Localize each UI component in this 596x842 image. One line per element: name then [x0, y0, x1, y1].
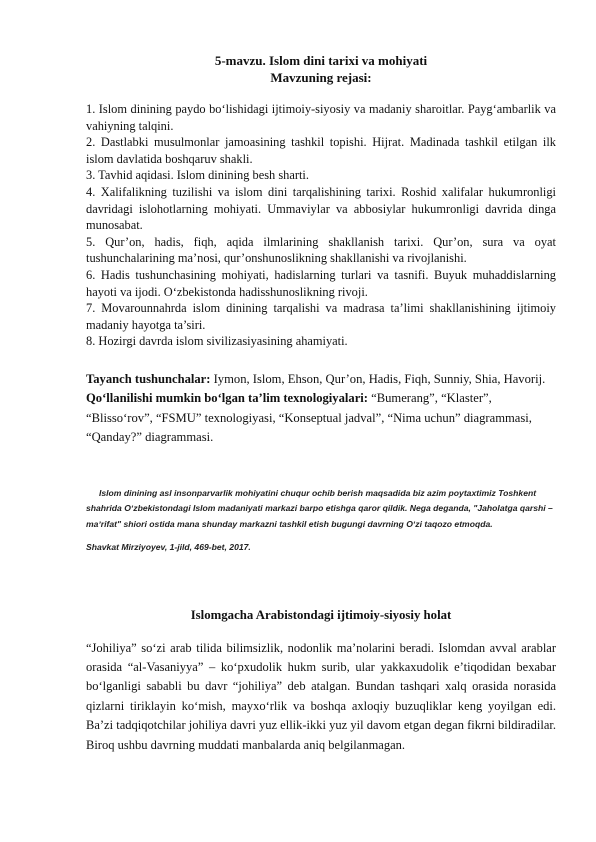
page-title: 5-mavzu. Islom dini tarixi va mohiyati — [214, 53, 428, 68]
teaching-technologies-label: Qoʻllanilishi mumkin boʻlgan ta’lim texnologiyalari: — [86, 391, 368, 406]
page-subtitle: Mavzuning rejasi: — [270, 70, 372, 85]
epigraph-quote — [86, 486, 556, 556]
concepts-block — [86, 370, 556, 448]
section-paragraph: “Johiliya” soʻzi arab tilida bilimsizlik, nodonlik ma’nolarini beradi. Islomdan avval arablar orasida “al-Vasaniyya” – koʻpxudolik hukm surib, ular yakkaxudolik e’tiqodidan bexabar boʻlganligi sababli bu davr “johiliya” deb atalgan. Bundan tashqari xalq orasida norasida qizlarni tiriklayin koʻmish, mayxoʻrlik va boshqa axloqiy buzuqliklar keng yoyilgan edi. Ba’zi tadqiqotchilar johiliya davri yuz ellik-ikki yuz yil davom etgan degan fikrni bildiradilar. Biroq ushbu davrning muddati manbalarda aniq belgilanmagan. — [86, 640, 556, 752]
plan-list — [86, 101, 556, 350]
plan-item: 6. Hadis tushunchasining mohiyati, hadislarning turlari va tasnifi. Buyuk muhaddislarning hayoti va ijodi. Oʻzbekistonda hadisshunoslikning rivoji. — [86, 267, 556, 299]
document-page — [86, 52, 556, 755]
plan-item: 8. Hozirgi davrda islom sivilizasiyasining ahamiyati. — [86, 334, 348, 349]
key-concepts-text: Iymon, Islom, Ehson, Qur’on, Hadis, Fiqh, Sunniy, Shia, Havorij. — [210, 371, 546, 386]
key-concepts-label: Tayanch tushunchalar: — [86, 371, 211, 386]
teaching-technologies — [86, 389, 556, 448]
plan-item: 1. Islom dinining paydo boʻlishidagi ijtimoiy-siyosiy va madaniy sharoitlar. Paygʻambarlik va vahiyning talqini. — [86, 102, 556, 133]
section-body — [86, 639, 556, 755]
plan-item: 5. Qur’on, hadis, fiqh, aqida ilmlarining shakllanish tarixi. Qur’on, sura va oyat tushunchalarining ma’nosi, qur’onshunoslikning shakllanishi va rivojlanishi. — [86, 234, 556, 266]
teaching-technologies-text: “Bumerang”, “Klaster”, “Blissoʻrov”, “FSMU” texnologiyasi, “Konseptual jadval”, “Nima uchun” diagrammasi, “Qanday?” diagrammasi. — [86, 391, 532, 445]
plan-item: 2. Dastlabki musulmonlar jamoasining tashkil topishi. Hijrat. Madinada tashkil etilgan ilk islom davlatida boshqaruv shakli. — [86, 135, 556, 166]
quote-text: Islom dinining asl insonparvarlik mohiyatini chuqur ochib berish maqsadida biz azim poytaxtimiz Toshkent shahrida Oʻzbekistondagi Islom madaniyati markazi barpo etishga qaror qildik. Nega deganda, "Jaholatga qarshi – maʼrifat" shiori ostida mana shunday markazni tashkil etish bugungi davrning Oʻzi taqozo etmoqda. — [86, 487, 553, 529]
quote-source: Shavkat Mirziyoyev, 1-jild, 469-bet, 2017. — [86, 542, 251, 553]
plan-item: 3. Tavhid aqidasi. Islom dinining besh sharti. — [86, 168, 309, 183]
section-title: Islomgacha Arabistondagi ijtimoiy-siyosiy holat — [190, 607, 452, 622]
key-concepts — [86, 370, 556, 390]
plan-item: 7. Movarounnahrda islom dinining tarqalishi va madrasa ta’limi shakllanishining ijtimoiy madaniy hayotga ta’siri. — [86, 301, 556, 332]
plan-item: 4. Xalifalikning tuzilishi va islom dini tarqalishining tarixi. Roshid xalifalar hukumronligi davridagi islohotlarning mohiyati. Ummaviylar va abbosiylar hukumronligi davrida dinga munosabat. — [86, 184, 556, 233]
